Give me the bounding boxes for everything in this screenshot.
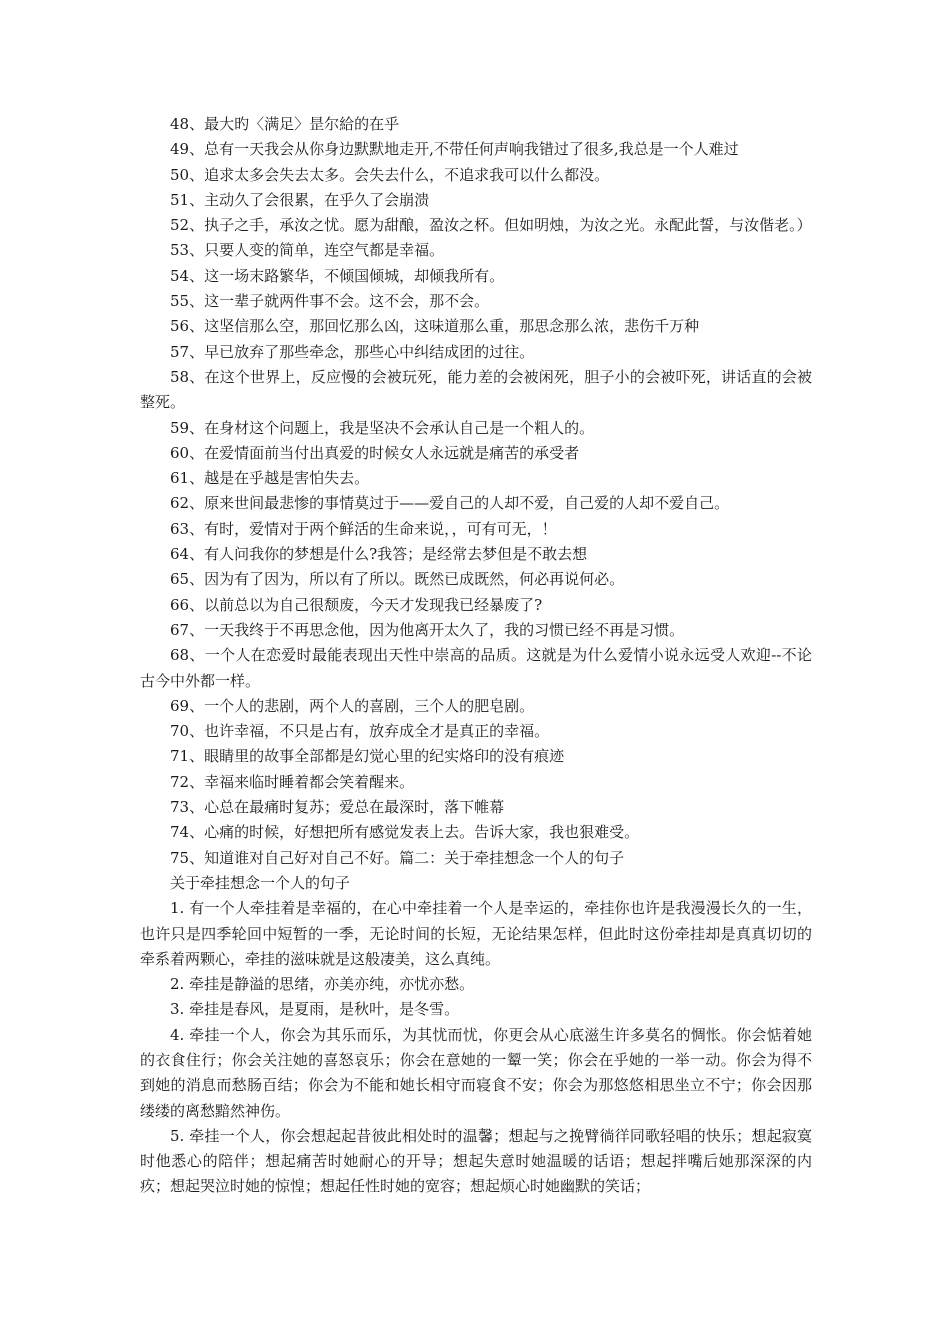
paragraph: 73、心总在最痛时复苏；爱总在最深时，落下帷幕 (170, 798, 505, 817)
paragraph: 55、这一辈子就两件事不会。这不会，那不会。 (170, 292, 490, 311)
paragraph: 66、以前总以为自己很颓废，今天才发现我已经暴废了? (170, 595, 543, 614)
paragraph: 71、眼睛里的故事全部都是幻觉心里的纪实烙印的没有痕迹 (170, 747, 565, 766)
paragraph: 53、只要人变的简单，连空气都是幸福。 (170, 241, 445, 260)
paragraph: 56、这坚信那么空，那回忆那么凶，这味道那么重，那思念那么浓，悲伤千万种 (170, 317, 700, 336)
paragraph: 59、在身材这个问题上，我是坚决不会承认自己是一个粗人的。 (170, 418, 595, 437)
paragraph: 68、一个人在恋爱时最能表现出天性中崇高的品质。这就是为什么爱情小说永远受人欢迎--不论古今中外都一样。 (140, 646, 812, 690)
paragraph: 64、有人问我你的梦想是什么?我答；是经常去梦但是不敢去想 (170, 545, 588, 564)
paragraph: 63、有时，爱情对于两个鲜活的生命来说，，可有可无，！ (170, 519, 557, 538)
paragraph: 62、原来世间最悲惨的事情莫过于——爱自己的人却不爱，自己爱的人却不爱自己。 (170, 494, 730, 513)
paragraph: 58、在这个世界上，反应慢的会被玩死，能力差的会被闲死，胆子小的会被吓死，讲话直的会被整死。 (140, 367, 812, 412)
paragraph: 72、幸福来临时睡着都会笑着醒来。 (170, 772, 415, 791)
paragraph: 5. 牵挂一个人，你会想起起昔彼此相处时的温馨；想起与之挽臂徜徉同歌轻唱的快乐；想起寂寞时他悉心的陪伴；想起痛苦时她耐心的开导；想起失意时她温暖的话语；想起拌嘴后她那深深的内疚；想起哭泣时她的惊惶；想起任性时她的宽容；想起烦心时她幽默的笑话； (140, 1126, 812, 1196)
paragraph: 75、知道谁对自己好对自己不好。篇二：关于牵挂想念一个人的句子 (170, 848, 625, 867)
paragraph: 49、总有一天我会从你身边默默地走开,不带任何声响我错过了很多,我总是一个人难过 (170, 140, 739, 159)
paragraph: 51、主动久了会很累，在乎久了会崩溃 (170, 190, 430, 209)
paragraph: 50、追求太多会失去太多。会失去什么，不追求我可以什么都没。 (170, 165, 610, 184)
paragraph: 2. 牵挂是静溢的思绪，亦美亦纯，亦忧亦愁。 (170, 975, 475, 994)
paragraph: 48、最大旳〈满足〉昰尔給的在乎 (170, 115, 400, 133)
paragraph: 3. 牵挂是春风，是夏雨，是秋叶，是冬雪。 (170, 1000, 460, 1019)
document-page (140, 112, 812, 1200)
paragraph: 67、一天我终于不再思念他，因为他离开太久了，我的习惯已经不再是习惯。 (170, 620, 685, 639)
paragraph: 70、也许幸福，不只是占有，放弃成全才是真正的幸福。 (170, 722, 550, 741)
paragraph: 52、执子之手，承汝之忧。愿为甜酿，盈汝之杯。但如明烛，为汝之光。永配此誓，与汝偕老。） (170, 216, 812, 235)
paragraph: 1. 有一个人牵挂着是幸福的，在心中牵挂着一个人是幸运的，牵挂你也许是我漫漫长久的一生，也许只是四季轮回中短暂的一季，无论时间的长短，无论结果怎样，但此时这份牵挂却是真真切切的牵系着两颗心，牵挂的滋味就是这般凄美，这么真纯。 (140, 899, 812, 968)
paragraph: 57、早已放弃了那些牵念，那些心中纠结成团的过往。 (170, 342, 535, 361)
paragraph: 60、在爱情面前当付出真爱的时候女人永远就是痛苦的承受者 (170, 443, 580, 462)
paragraph: 69、一个人的悲剧，两个人的喜剧，三个人的肥皂剧。 (170, 696, 535, 715)
section-heading: 关于牵挂想念一个人的句子 (170, 873, 351, 892)
paragraph: 74、心痛的时候，好想把所有感觉发表上去。告诉大家，我也狠难受。 (170, 823, 640, 842)
paragraph: 65、因为有了因为，所以有了所以。既然已成既然，何必再说何必。 (170, 570, 625, 589)
paragraph: 61、越是在乎越是害怕失去。 (170, 469, 370, 488)
paragraph: 4. 牵挂一个人，你会为其乐而乐，为其忧而忧，你更会从心底滋生许多莫名的惆怅。你会惦着她的衣食住行；你会关注她的喜怒哀乐；你会在意她的一颦一笑；你会在乎她的一举一动。你会为得不到她的消息而愁肠百结；你会为不能和她长相守而寝食不安；你会为那悠悠相思坐立不宁；你会因那缕缕的离愁黯然神伤。 (140, 1025, 812, 1120)
paragraph: 54、这一场末路繁华，不倾国倾城，却倾我所有。 (170, 266, 505, 285)
